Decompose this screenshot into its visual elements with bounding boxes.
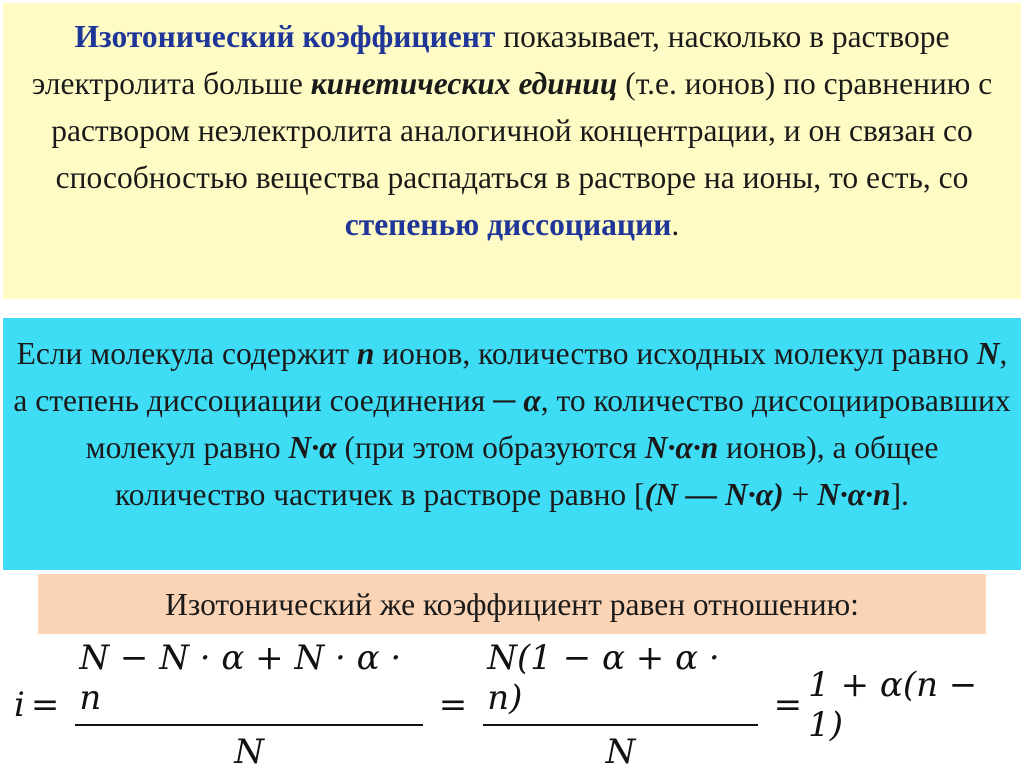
fraction-1-denominator: N [234, 732, 264, 772]
symbol-N: N [976, 336, 1000, 371]
symbol-n: n [356, 336, 375, 371]
formula-equals-1: = [30, 685, 60, 725]
isotonic-formula [14, 638, 1014, 772]
explanation-plus: + [783, 477, 818, 512]
fraction-2-denominator: N [605, 732, 636, 772]
formula-lhs: i [14, 685, 25, 725]
symbol-N-alpha-n: N·α·n [644, 430, 719, 465]
symbol-N-alpha: N·α [288, 430, 337, 465]
symbol-alpha: α [523, 383, 541, 418]
expression-dissociated: (N — N·α) [644, 477, 784, 512]
definition-text-1: показывает, насколько в растворе электролита больше [31, 19, 950, 101]
definition-box [3, 3, 1021, 299]
formula-fraction-1 [75, 638, 422, 772]
explanation-text-5: (при этом образуются [336, 430, 645, 465]
ratio-intro-text: Изотонический же коэффициент равен отношению: [165, 587, 859, 622]
fraction-2-numerator: N(1 − α + α · n) [483, 638, 757, 726]
formula-equals-3: = [773, 685, 803, 725]
explanation-text-8: ]. [890, 477, 909, 512]
explanation-text-4: , то количество диссоциировавших молекул равно [85, 383, 1011, 465]
explanation-text-3: , а степень диссоциации соединения [13, 336, 1008, 418]
formula-rhs: 1 + α(n − 1) [808, 665, 978, 745]
formula-fraction-2 [483, 638, 757, 772]
fraction-1-numerator: N − N · α + N · α · n [75, 638, 422, 726]
formula-equals-2: = [438, 685, 468, 725]
term-degree-of-dissociation: степенью диссоциации [344, 207, 672, 242]
expression-ions: N·α·n [817, 477, 891, 512]
explanation-text-2: ионов, количество исходных молекул равно [374, 336, 977, 371]
term-isotonic-coefficient: Изотонический коэффициент [74, 19, 496, 54]
explanation-dash: ─ [493, 383, 516, 418]
definition-text-3: . [671, 207, 680, 242]
ratio-intro-box [38, 574, 986, 634]
explanation-text-6: ионов), а общее количество частичек в растворе равно [ [115, 430, 939, 512]
explanation-box [3, 318, 1021, 570]
definition-text-2: (т.е. ионов) по сравнению с раствором неэлектролита аналогичной концентрации, и он связан со способностью вещества распадаться в растворе на ионы, то есть, со [51, 66, 993, 195]
term-kinetic-units: кинетических единиц [310, 66, 618, 101]
explanation-text-1: Если молекула содержит [16, 336, 357, 371]
